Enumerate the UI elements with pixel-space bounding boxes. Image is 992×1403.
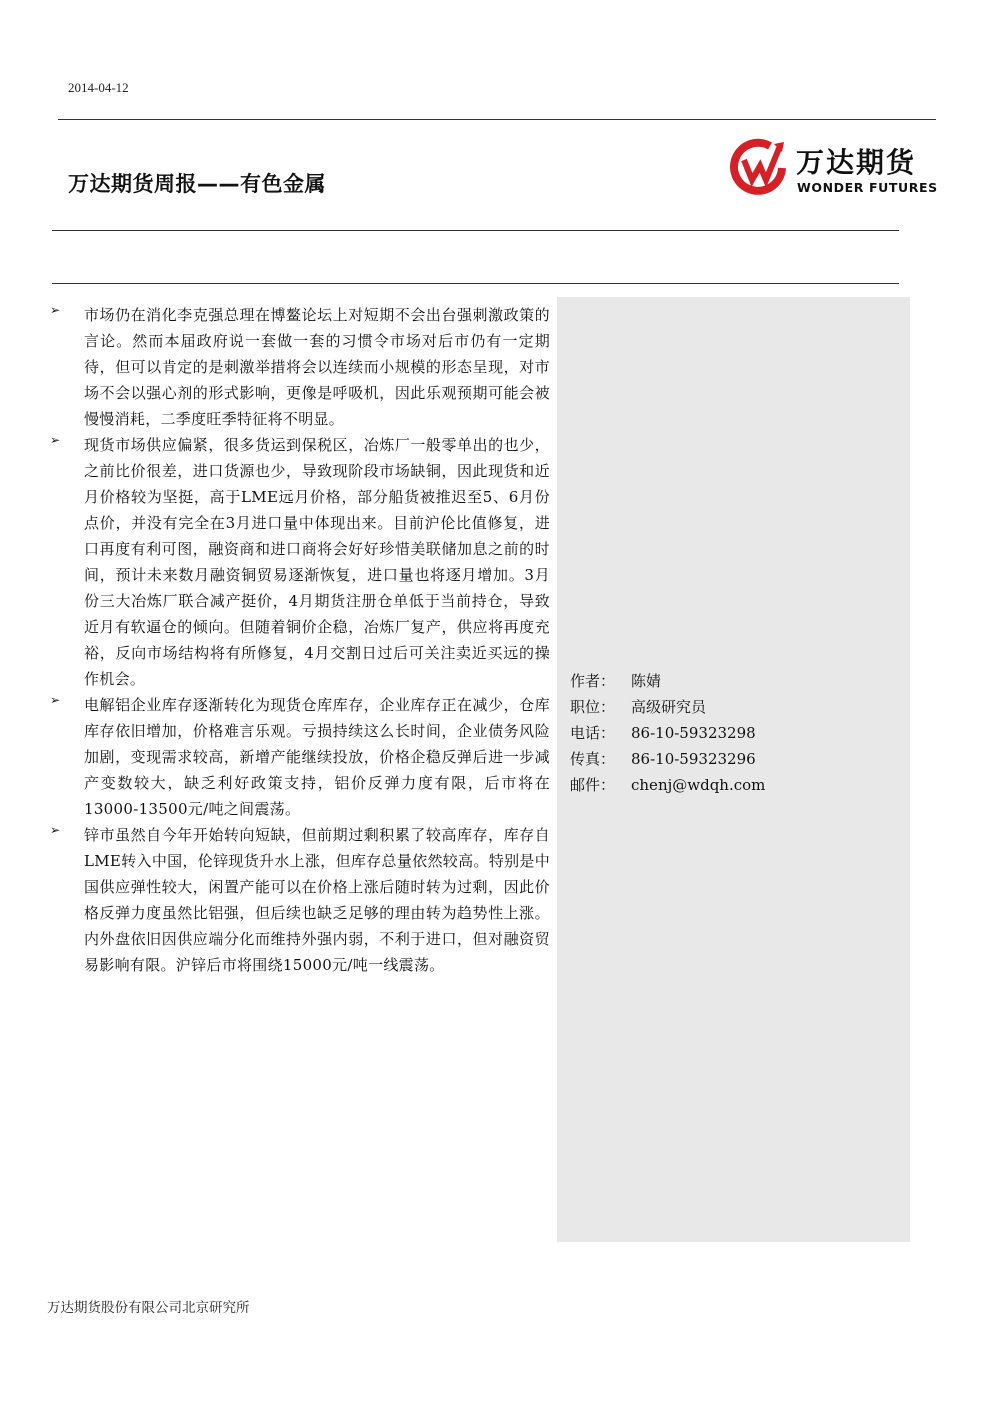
page-footer: 万达期货股份有限公司北京研究所 [47,1300,250,1316]
email-value[interactable]: chenj@wdqh.com [631,776,766,794]
fax-label: 传真： [570,750,616,768]
arrow-bullet-icon: ➢ [50,693,61,707]
title-divider-lower [52,283,899,284]
position-label: 职位： [570,698,616,716]
list-item-text: 电解铝企业库存逐渐转化为现货仓库库存，企业库存正在减少，仓库库存依旧增加，价格难言乐观。亏损持续这么长时间，企业债务风险加剧，变现需求较高，新增产能继续投放，价格企稳反弹后进一步减产变数较大，缺乏利好政策支持，铝价反弹力度有限，后市将在13000-13500元/吨之间震荡。 [84,696,550,818]
email-label: 邮件： [570,776,616,794]
wonder-futures-logo-icon [730,138,788,198]
list-item [50,432,550,692]
report-body [50,302,550,978]
arrow-bullet-icon: ➢ [50,303,61,317]
list-item [50,692,550,822]
list-item-text: 锌市虽然自今年开始转向短缺，但前期过剩积累了较高库存，库存自LME转入中国，伦锌现货升水上涨，但库存总量依然较高。特别是中国供应弹性较大，闲置产能可以在价格上涨后随时转为过剩，因此价格反弹力度虽然比铝强，但后续也缺乏足够的理由转为趋势性上涨。内外盘依旧因供应端分化而维持外强内弱，不利于进口，但对融资贸易影响有限。沪锌后市将围绕15000元/吨一线震荡。 [84,826,550,974]
author-row-position [570,694,900,720]
fax-value: 86-10-59323296 [631,750,756,768]
author-value: 陈婧 [631,672,662,690]
report-date: 2014-04-12 [68,80,129,95]
list-item-text: 市场仍在消化李克强总理在博鳌论坛上对短期不会出台强刺激政策的言论。然而本届政府说一套做一套的习惯令市场对后市仍有一定期待，但可以肯定的是刺激举措将会以连续而小规模的形态呈现，对市场不会以强心剂的形式影响，更像是呼吸机，因此乐观预期可能会被慢慢消耗，二季度旺季特征将不明显。 [84,306,550,428]
list-item [50,302,550,432]
author-row-phone [570,720,900,746]
logo-english-name: WONDER FUTURES [797,180,938,195]
title-divider-upper [52,230,899,231]
arrow-bullet-icon: ➢ [50,823,61,837]
author-row-name [570,668,900,694]
header-divider [58,119,936,120]
phone-label: 电话： [570,724,616,742]
author-label: 作者： [570,672,616,690]
company-logo [730,136,940,202]
page-title: 万达期货周报——有色金属 [68,172,326,196]
author-row-fax [570,746,900,772]
arrow-bullet-icon: ➢ [50,433,61,447]
author-row-email [570,772,900,798]
author-info [570,668,900,798]
logo-chinese-name: 万达期货 [796,146,917,179]
list-item-text: 现货市场供应偏紧，很多货运到保税区，冶炼厂一般零单出的也少，之前比价很差，进口货源也少，导致现阶段市场缺铜，因此现货和近月价格较为坚挺，高于LME远月价格，部分船货被推迟至5、6月份点价，并没有完全在3月进口量中体现出来。目前沪伦比值修复，进口再度有利可图，融资商和进口商将会好好珍惜美联储加息之前的时间，预计未来数月融资铜贸易逐渐恢复，进口量也将逐月增加。3月份三大冶炼厂联合减产挺价，4月期货注册仓单低于当前持仓，导致近月有软逼仓的倾向。但随着铜价企稳，冶炼厂复产，供应将再度充裕，反向市场结构将有所修复，4月交割日过后可关注卖近买远的操作机会。 [84,436,550,688]
position-value: 高级研究员 [631,698,707,716]
list-item [50,822,550,978]
phone-value: 86-10-59323298 [631,724,756,742]
